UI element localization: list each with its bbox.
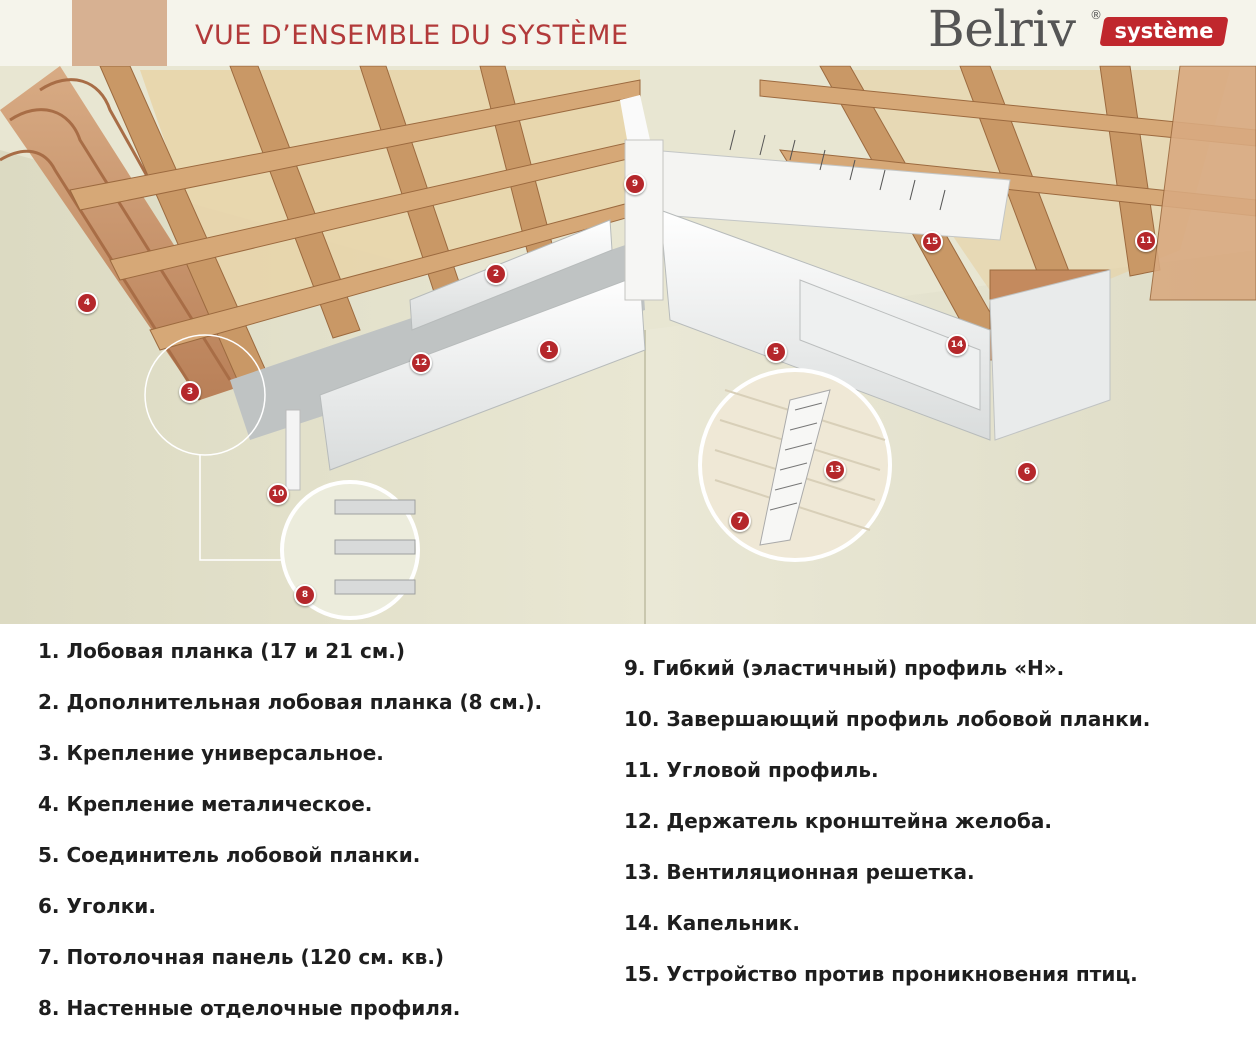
legend-item: 13. Вентиляционная решетка. — [624, 860, 975, 884]
marker-14: 14 — [946, 334, 968, 356]
legend-item: 15. Устройство против проникновения птиц. — [624, 962, 1138, 986]
legend-item: 9. Гибкий (эластичный) профиль «H». — [624, 656, 1065, 680]
marker-9: 9 — [624, 173, 646, 195]
marker-10: 10 — [267, 483, 289, 505]
marker-3: 3 — [179, 381, 201, 403]
marker-7: 7 — [729, 510, 751, 532]
legend-item: 2. Дополнительная лобовая планка (8 см.). — [38, 690, 543, 714]
legend-item: 8. Настенные отделочные профиля. — [38, 996, 461, 1020]
legend-item: 10. Завершающий профиль лобовой планки. — [624, 707, 1151, 731]
legend-item: 7. Потолочная панель (120 см. кв.) — [38, 945, 445, 969]
marker-1: 1 — [538, 339, 560, 361]
brand-logo-word: Belriv — [928, 0, 1076, 58]
brand-logo-badge — [1099, 17, 1228, 46]
legend-item: 4. Крепление металическое. — [38, 792, 373, 816]
marker-11: 11 — [1135, 230, 1157, 252]
legend-item: 5. Соединитель лобовой планки. — [38, 843, 421, 867]
legend-item: 14. Капельник. — [624, 911, 800, 935]
marker-12: 12 — [410, 352, 432, 374]
diagram-title: VUE D’ENSEMBLE DU SYSTÈME — [195, 20, 629, 51]
legend-item: 6. Уголки. — [38, 894, 156, 918]
marker-15: 15 — [921, 231, 943, 253]
brand-logo-registered: ® — [1090, 8, 1102, 22]
legend — [0, 624, 1256, 1048]
marker-8: 8 — [294, 584, 316, 606]
brand-logo-badge-text: système — [1114, 19, 1214, 43]
marker-2: 2 — [485, 263, 507, 285]
marker-4: 4 — [76, 292, 98, 314]
legend-item: 11. Угловой профиль. — [624, 758, 879, 782]
legend-item: 12. Держатель кронштейна желоба. — [624, 809, 1052, 833]
marker-6: 6 — [1016, 461, 1038, 483]
legend-item: 3. Крепление универсальное. — [38, 741, 384, 765]
marker-13: 13 — [824, 459, 846, 481]
legend-item: 1. Лобовая планка (17 и 21 см.) — [38, 639, 405, 663]
detail-circle-ventilation — [700, 370, 890, 560]
marker-5: 5 — [765, 341, 787, 363]
